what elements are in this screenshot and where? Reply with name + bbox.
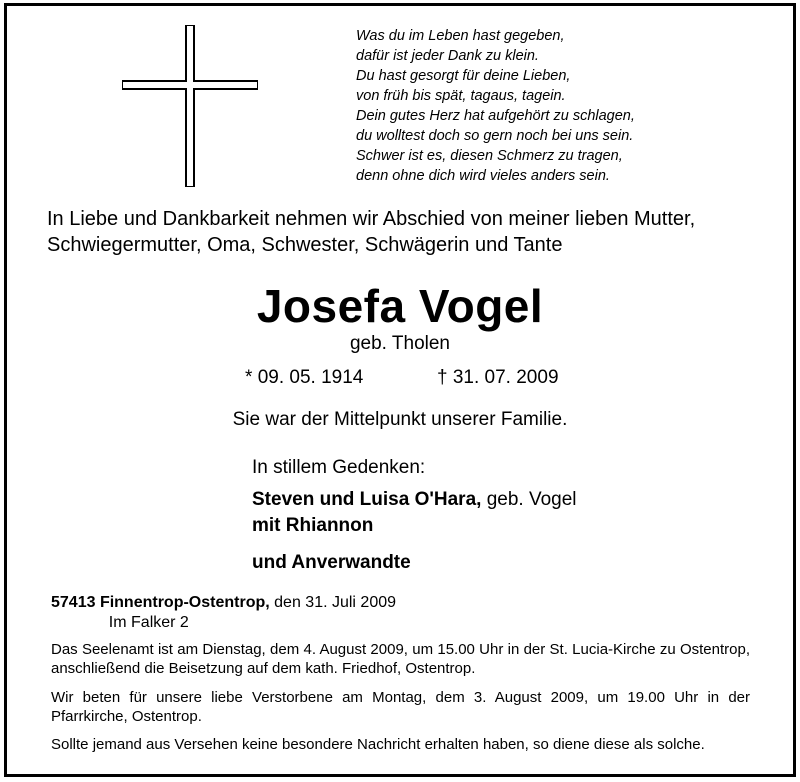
street-text: Im Falker 2 [108, 614, 189, 631]
poem-line: du wolltest doch so gern noch bei uns sein. [356, 128, 634, 144]
place-block [51, 593, 396, 633]
deceased-name: Josefa Vogel [256, 280, 544, 332]
mourner-family-name: Steven und Luisa O'Hara, [252, 489, 482, 510]
relatives: und Anverwandte [252, 552, 411, 573]
place-city: 57413 Finnentrop-Ostentrop, [51, 594, 270, 611]
poem-line: Du hast gesorgt für deine Lieben, [356, 68, 571, 84]
notice-prayer: Wir beten für unsere liebe Verstorbene am Montag, dem 3. August 2009, um 19.00 Uhr in der Pfarrkirche, Ostentrop. [51, 689, 750, 725]
mourners-list [252, 487, 577, 539]
mourner-family-maiden: geb. Vogel [481, 489, 577, 510]
birth-date-value: 09. 05. 1914 [257, 367, 364, 388]
notice-requiem: Das Seelenamt ist am Dienstag, dem 4. August 2009, um 15.00 Uhr in der St. Lucia-Kirche zu Ostentrop, anschließend die Beisetzung auf dem kath. Friedhof, Ostentrop. [51, 641, 750, 677]
poem-line: Was du im Leben hast gegeben, [356, 28, 565, 44]
poem-line: von früh bis spät, tagaus, tagein. [356, 88, 566, 104]
mourner-family [252, 487, 577, 513]
place-date [51, 593, 396, 613]
death-date [437, 366, 559, 390]
maiden-name: geb. Tholen [349, 333, 450, 354]
mourner-child [252, 513, 577, 539]
poem-line: dafür ist jeder Dank zu klein. [356, 48, 539, 64]
poem-line: denn ohne dich wird vieles anders sein. [356, 168, 610, 184]
birth-symbol: * [245, 367, 253, 388]
birth-date [245, 366, 363, 390]
intro-text [47, 206, 777, 258]
notice-disclaimer: Sollte jemand aus Versehen keine besondere Nachricht erhalten haben, so diene diese als solche. [51, 736, 705, 753]
date-text: den 31. Juli 2009 [269, 594, 397, 611]
poem-line: Schwer ist es, diesen Schmerz zu tragen, [356, 148, 623, 164]
intro-line-1: In Liebe und Dankbarkeit nehmen wir Abschied von meiner lieben Mutter, [47, 208, 696, 230]
mourning-heading: In stillem Gedenken: [252, 457, 426, 478]
mourner-child-name: mit Rhiannon [252, 515, 374, 536]
street-address [51, 613, 396, 633]
cross-icon [122, 25, 258, 187]
intro-line-2: Schwiegermutter, Oma, Schwester, Schwägerin und Tante [47, 234, 563, 256]
motto: Sie war der Mittelpunkt unserer Familie. [232, 409, 568, 430]
death-date-value: 31. 07. 2009 [452, 367, 559, 388]
death-symbol: † [437, 367, 448, 388]
poem [356, 26, 776, 186]
obituary-frame [4, 3, 796, 777]
poem-line: Dein gutes Herz hat aufgehört zu schlagen, [356, 108, 635, 124]
